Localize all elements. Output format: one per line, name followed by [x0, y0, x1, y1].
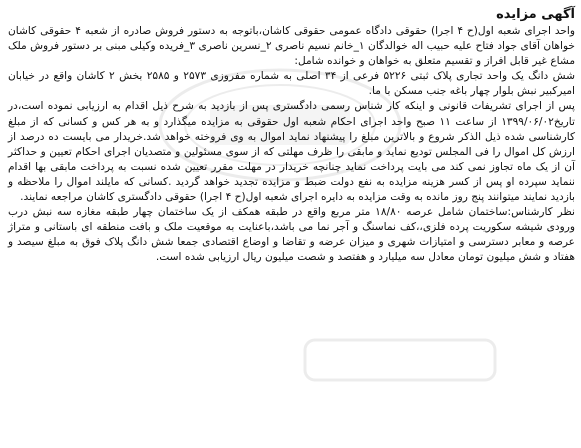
notice-paragraph-intro: واحد اجرای شعبه اول(ح ۴ اجرا) حقوقی دادگاه عمومی حقوقی کاشان،باتوجه به دستور فروش صادره از شعبه ۴ حقوقی کاشان خواهان آقای جواد فتاح علیه حبیب اله خوالدگان ۱_خانم نسیم ناصری ۲_نسرین ناصری ۳_فریده وکیلی مبنی بر دستور فروش ملک مشاع غیر قابل افراز و تقسیم متعلق به خواهان و خوانده شامل: [8, 25, 575, 68]
notice-paragraph-property: شش دانگ یک واحد تجاری پلاک ثبتی ۵۲۲۶ فرعی از ۳۴ اصلی به شماره مفروزی ۲۵۷۳ و ۲۵۸۵ بخش ۲ کاشان واقع در خیابان امیرکبیر نبش بلوار چهار باغه جنب مسکن با ما. [8, 70, 575, 98]
notice-paragraph-expert-opinion: نظر کارشناس:ساختمان شامل عرصه ۱۸/۸۰ متر مربع واقع در طبقه همکف از یک ساختمان چهار طبقه مغازه سه نبش درب ورودی شیشه سکوریت پرده فلزی،،کف نماسنگ و آجر نما می باشد،باعنایت به موقعیت ملک و بافت منطقه ای باستانی و متراژ عرصه و معابر دسترسی و امتیازات شهری و میزان عرضه و تقاضا و اوضاع اقتصادی جمعا شش دانگ پلاک فوق به مبلغ سیصد و هفتاد و شش میلیون تومان معادل سه میلیارد و هفتصد و شصت میلیون ریال ارزیابی شده است. [8, 206, 575, 264]
notice-paragraph-conditions: پس از اجرای تشریفات قانونی و اینکه کار شناس رسمی دادگستری پس از بازدید به شرح ذیل اقدام به ارزیابی نموده است،در تاریخ۱۳۹۹/۰۶/۰۲ از ساعت ۱۱ صبح واحد اجرای احکام شعبه اول حقوقی به مزایده میگذارد و به هر کس و کسانی که از مبلغ کارشناسی شده ذیل الذکر شروع و بالاترین مبلغ را پیشنهاد نماید اموال به وی فروخته خواهد شد.خریدار می بایست ده درصد از ارزش کل اموال را فی المجلس تودیع نماید و مابقی را ظرف مهلتی که از سوی مسئولین و متصدیان اجرای احکام تعیین و حداکثر آن از یک ماه تجاوز نمی کند می بایت پرداخت نماید چنانچه خریدار در مهلت مقرر تعیین شده نسبت به پرداخت مابقی بها اقدام ننماید سپرده او پس از کسر هزینه مزایده به نفع دولت ضبط و مزایده تجدید خواهد گردید .کسانی که مایلند اموال را ملاحظه و بازدید نمایند میتوانند پنج روز مانده به وقت مزایده به دایره اجرای شعبه اول(ح ۴ اجرا) حقوقی دادگستری کاشان مراجعه نمایند. [8, 100, 575, 204]
auction-notice [8, 6, 575, 266]
watermark-footer-graphic [300, 330, 500, 390]
notice-title: آگهی مزایده [496, 7, 575, 22]
